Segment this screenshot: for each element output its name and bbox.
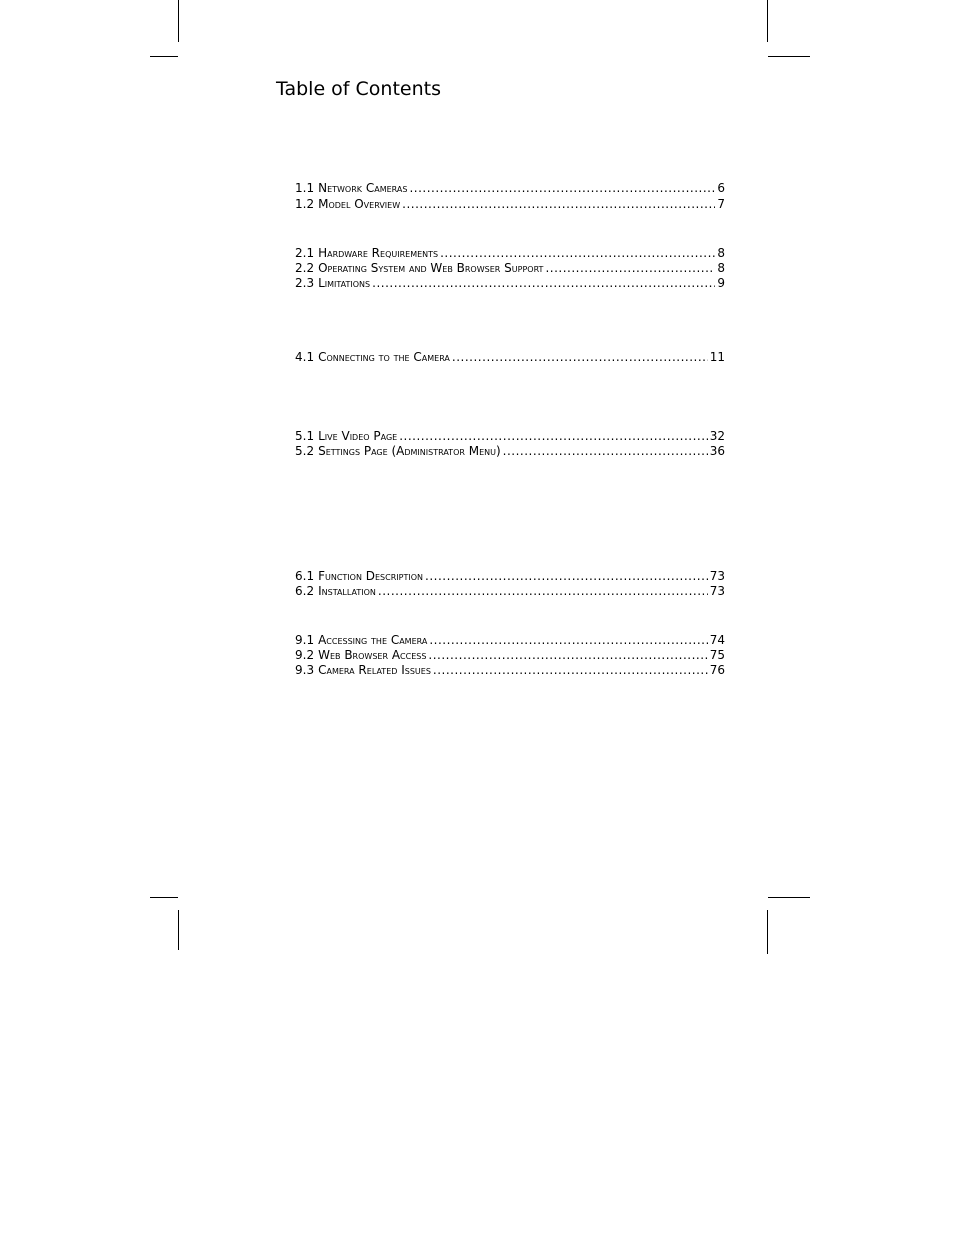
toc-entry-label: Limitations [318, 276, 371, 290]
toc-entry-page: 76 [709, 663, 725, 677]
toc-entry-number: 2.2 [295, 261, 315, 275]
toc-entry-label: Web Browser Access [318, 648, 427, 662]
toc-entry-page: 11 [709, 350, 725, 364]
toc-entry[interactable] [295, 429, 725, 444]
toc-dot-leader [545, 261, 715, 276]
toc-entry-page: 74 [709, 633, 725, 647]
toc-entry-page: 73 [709, 569, 725, 583]
toc-entry-label: Network Cameras [318, 181, 408, 195]
toc-dot-leader [433, 663, 708, 678]
toc-entry[interactable] [295, 648, 725, 663]
toc-entry-number: 5.2 [295, 444, 315, 458]
toc-entry-label: Installation [318, 584, 376, 598]
toc-entry-number: 2.1 [295, 246, 315, 260]
toc-dot-leader [378, 584, 708, 599]
toc-entry[interactable] [295, 350, 725, 365]
toc-dot-leader [402, 197, 715, 212]
crop-mark-top-right-horizontal [768, 56, 810, 57]
toc-entry-number: 1.2 [295, 197, 315, 211]
toc-entry-number: 9.2 [295, 648, 315, 662]
page-title: Table of Contents [276, 78, 441, 100]
toc-entry[interactable] [295, 261, 725, 276]
toc-dot-leader [440, 246, 715, 261]
toc-entry[interactable] [295, 663, 725, 678]
toc-entry-page: 32 [709, 429, 725, 443]
toc-entry-number: 1.1 [295, 181, 315, 195]
toc-entry[interactable] [295, 569, 725, 584]
toc-dot-leader [503, 444, 708, 459]
toc-entry-page: 6 [717, 181, 725, 195]
toc-dot-leader [425, 569, 708, 584]
toc-entry-number: 6.2 [295, 584, 315, 598]
toc-entry-label: Settings Page (Administrator Menu) [318, 444, 501, 458]
toc-dot-leader [372, 276, 715, 291]
toc-entry[interactable] [295, 246, 725, 261]
toc-entry-label: Live Video Page [318, 429, 398, 443]
toc-entry-page: 73 [709, 584, 725, 598]
toc-entry-number: 2.3 [295, 276, 315, 290]
toc-entry-number: 9.3 [295, 663, 315, 677]
toc-entry-number: 5.1 [295, 429, 315, 443]
toc-entry-label: Camera Related Issues [318, 663, 431, 677]
toc-entry-label: Operating System and Web Browser Support [318, 261, 544, 275]
crop-mark-top-right-vertical [767, 0, 768, 42]
toc-entry-number: 6.1 [295, 569, 315, 583]
toc-entry-label: Model Overview [318, 197, 401, 211]
toc-entry[interactable] [295, 444, 725, 459]
toc-entry-page: 9 [717, 276, 725, 290]
crop-mark-bottom-left-horizontal [150, 897, 178, 898]
toc-entry[interactable] [295, 276, 725, 291]
toc-entry-number: 9.1 [295, 633, 315, 647]
toc-entry-number: 4.1 [295, 350, 315, 364]
crop-mark-top-left-horizontal [150, 56, 178, 57]
toc-dot-leader [428, 648, 707, 663]
toc-entry-label: Accessing the Camera [318, 633, 428, 647]
crop-mark-bottom-left-vertical [178, 910, 179, 950]
toc-entry-page: 36 [709, 444, 725, 458]
toc-entry-page: 8 [717, 261, 725, 275]
crop-mark-bottom-right-horizontal [768, 897, 810, 898]
toc-entry-label: Function Description [318, 569, 423, 583]
toc-entry[interactable] [295, 633, 725, 648]
toc-dot-leader [452, 350, 708, 365]
toc-entry-page: 8 [717, 246, 725, 260]
crop-mark-top-left-vertical [178, 0, 179, 42]
crop-mark-bottom-right-vertical [767, 910, 768, 954]
toc-entry[interactable] [295, 197, 725, 212]
toc-entry-page: 75 [709, 648, 725, 662]
toc-entry[interactable] [295, 181, 725, 196]
toc-dot-leader [409, 181, 715, 196]
toc-dot-leader [429, 633, 707, 648]
toc-entry-label: Hardware Requirements [318, 246, 439, 260]
toc-dot-leader [399, 429, 708, 444]
toc-entry-page: 7 [717, 197, 725, 211]
toc-entry-label: Connecting to the Camera [318, 350, 450, 364]
toc-entry[interactable] [295, 584, 725, 599]
